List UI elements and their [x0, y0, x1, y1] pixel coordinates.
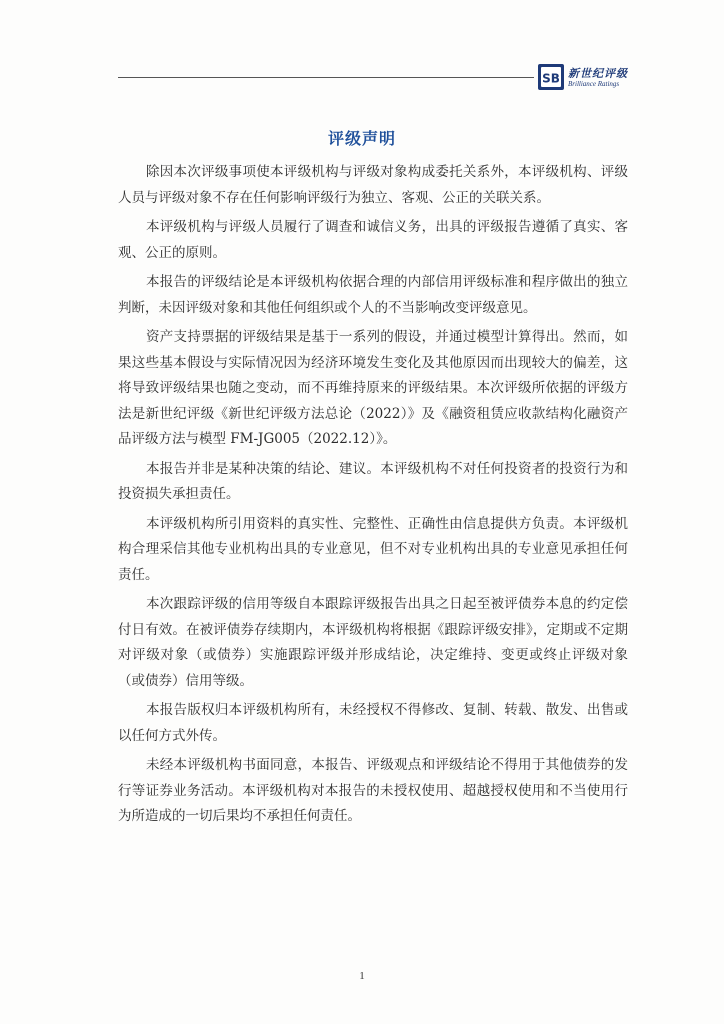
brilliance-ratings-logo [538, 64, 630, 92]
paragraph: 本评级机构与评级人员履行了调查和诚信义务，出具的评级报告遵循了真实、客观、公正的原则。 [118, 219, 628, 261]
logo-english-name: Brilliance Ratings [568, 80, 620, 88]
logo-mark-text: SB [542, 71, 560, 86]
paragraph: 本报告版权归本评级机构所有，未经授权不得修改、复制、转载、散发、出售或以任何方式外传。 [118, 702, 628, 744]
statement-body [118, 160, 628, 834]
logo-chinese-name: 新世纪评级 [568, 67, 628, 80]
paragraph: 未经本评级机构书面同意，本报告、评级观点和评级结论不得用于其他债券的发行等证券业务活动。本评级机构对本报告的未授权使用、超越授权使用和不当使用行为所造成的一切后果均不承担任何责任。 [118, 757, 628, 824]
paragraph: 本报告的评级结论是本评级机构依据合理的内部信用评级标准和程序做出的独立判断，未因评级对象和其他任何组织或个人的不当影响改变评级意见。 [118, 274, 628, 316]
page-number: 1 [359, 970, 365, 982]
paragraph: 本次跟踪评级的信用等级自本跟踪评级报告出具之日起至被评债券本息的约定偿付日有效。在被评债券存续期内，本评级机构将根据《跟踪评级安排》，定期或不定期对评级对象（或债券）实施跟踪评级并形成结论，决定维持、变更或终止评级对象（或债券）信用等级。 [118, 596, 628, 689]
paragraph: 本报告并非是某种决策的结论、建议。本评级机构不对任何投资者的投资行为和投资损失承担责任。 [118, 460, 628, 502]
paragraph: 资产支持票据的评级结果是基于一系列的假设，并通过模型计算得出。然而，如果这些基本假设与实际情况因为经济环境发生变化及其他原因而出现较大的偏差，这将导致评级结果也随之变动，而不再维持原来的评级结果。本次评级所依据的评级方法是新世纪评级《新世纪评级方法总论（2022）》及《融资租赁应收款结构化融资产品评级方法与模型 FM-JG005（2022.12）》。 [118, 329, 628, 447]
header-rule [118, 77, 534, 78]
page-title: 评级声明 [327, 129, 396, 148]
paragraph: 除因本次评级事项使本评级机构与评级对象构成委托关系外，本评级机构、评级人员与评级对象不存在任何影响评级行为独立、客观、公正的关联关系。 [118, 164, 628, 206]
sb-logo-icon [538, 64, 564, 90]
paragraph: 本评级机构所引用资料的真实性、完整性、正确性由信息提供方负责。本评级机构合理采信其他专业机构出具的专业意见，但不对专业机构出具的专业意见承担任何责任。 [118, 515, 628, 583]
page-header [118, 62, 628, 92]
